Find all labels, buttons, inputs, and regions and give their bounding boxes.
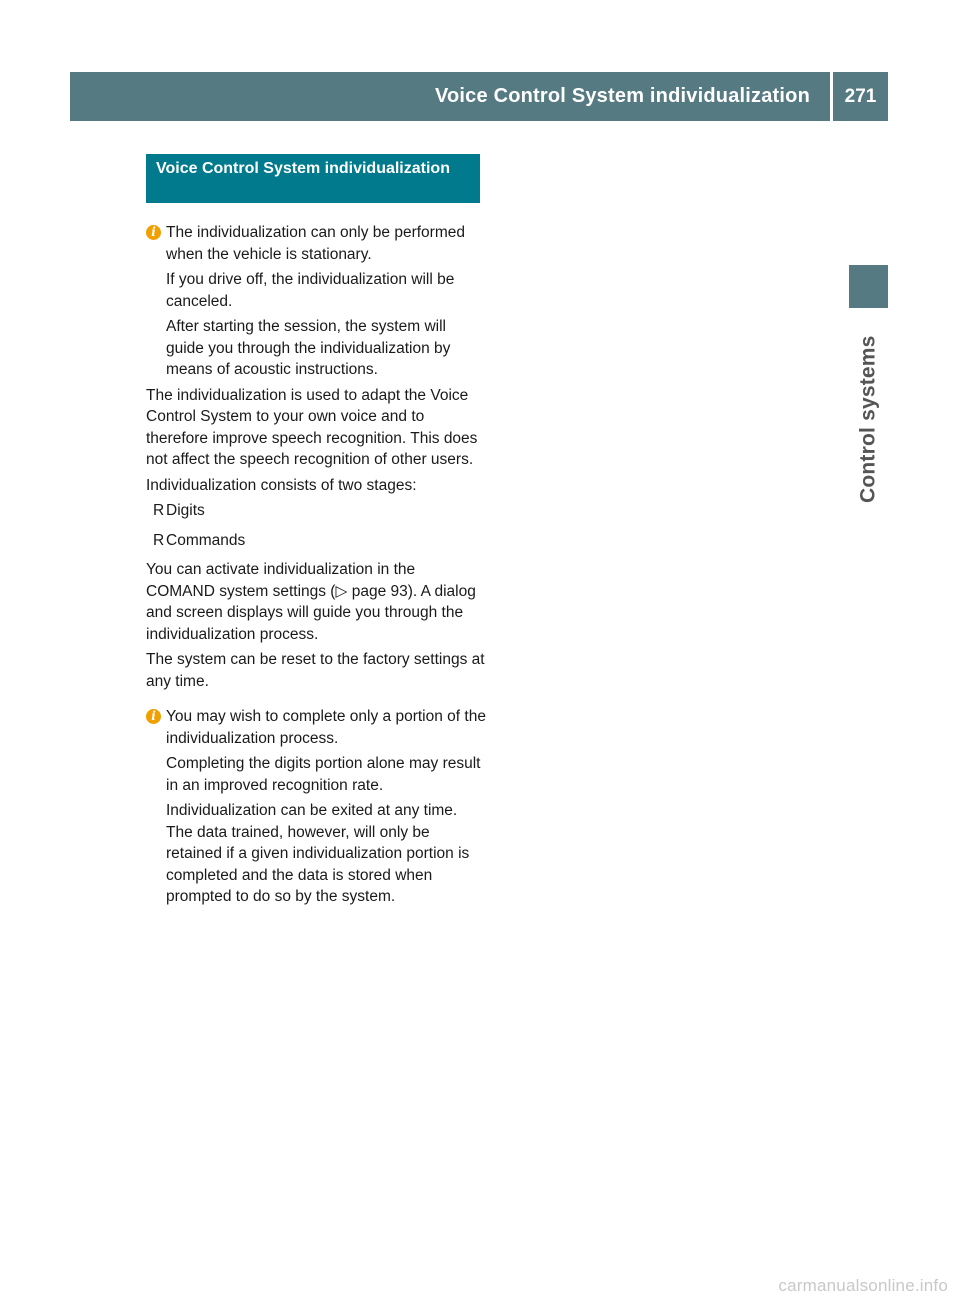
list-item (146, 500, 486, 522)
note-1-line-1: The individualization can only be performed when the vehicle is stationary. (166, 224, 465, 263)
bullet-marker: R (153, 502, 165, 519)
watermark: carmanualsonline.info (778, 1276, 948, 1295)
page-reference-arrow-icon: ▷ (335, 582, 348, 600)
note-1-line-2: If you drive off, the individualization will be canceled. (166, 271, 455, 310)
body-paragraph-3 (146, 559, 486, 645)
list-item-text: Digits (166, 502, 205, 519)
info-note-2 (146, 706, 486, 908)
section-heading: Voice Control System individualization (146, 154, 480, 203)
note-1-line-3: After starting the session, the system will guide you through the individualization by means of acoustic instructions. (166, 318, 451, 378)
body-paragraph-2: Individualization consists of two stages: (146, 476, 417, 494)
stages-list (146, 500, 486, 551)
info-note-1 (146, 222, 486, 381)
chapter-tab-label: Control systems (856, 335, 880, 503)
list-item (146, 530, 486, 552)
page-number: 271 (844, 85, 877, 107)
note-2-line-1: You may wish to complete only a portion of the individualization process. (166, 708, 486, 747)
main-content (146, 222, 486, 912)
info-icon: i (146, 709, 161, 724)
info-icon: i (146, 225, 161, 240)
paragraph-3-text-end: page 93). A dialog and screen displays will guide you through the individualization process. (146, 582, 476, 643)
running-header-title: Voice Control System individualization (434, 85, 810, 107)
note-2-line-3: Individualization can be exited at any time. The data trained, however, will only be retained if a given individualization portion is completed and the data is stored when prompted to do so by the system. (166, 802, 470, 905)
body-paragraph-4: The system can be reset to the factory settings at any time. (146, 651, 485, 690)
note-2-line-2: Completing the digits portion alone may result in an improved recognition rate. (166, 755, 481, 794)
bullet-marker: R (153, 531, 165, 549)
chapter-tab-marker (849, 265, 888, 308)
paragraph-3-text-start: You can activate individualization in the COMAND system settings ( (146, 561, 416, 600)
list-item-text: Commands (166, 531, 246, 549)
body-paragraph-1: The individualization is used to adapt the Voice Control System to your own voice and to therefore improve speech recognition. This does not affect the speech recognition of other users. (146, 386, 478, 468)
